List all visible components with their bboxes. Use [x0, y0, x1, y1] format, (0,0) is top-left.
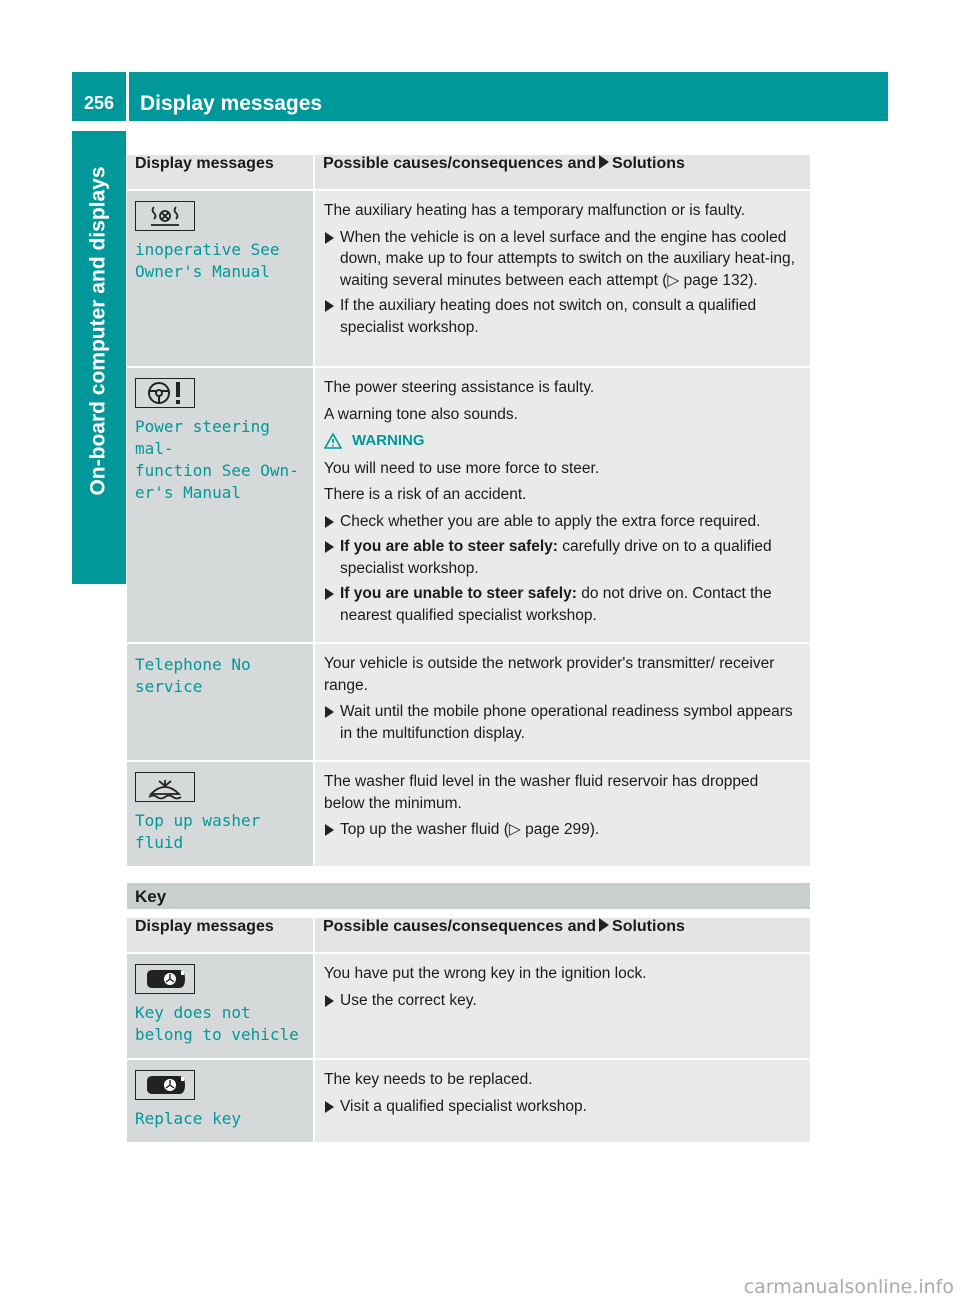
warning-text: There is a risk of an accident. [324, 486, 527, 503]
solution-cell [314, 1059, 810, 1143]
table-row [127, 190, 810, 367]
solution-step: Use the correct key. [324, 990, 802, 1012]
cause-text: A warning tone also sounds. [324, 405, 518, 423]
warning-text: You will need to use more force to steer. [324, 459, 600, 477]
key-messages-table [127, 918, 810, 1144]
key-icon [135, 1070, 195, 1100]
message-cell [127, 643, 314, 761]
section-tab-label: On-board computer and displays [87, 166, 110, 496]
display-message-text: inoperative See Owner's Manual [135, 240, 280, 281]
cause-text: The auxiliary heating has a temporary malfunction or is faulty. [324, 202, 745, 219]
column-header-display-messages: Display messages [127, 918, 314, 953]
key-section-heading [127, 883, 810, 909]
column-header-causes-solutions: Possible causes/consequences and Solutions [314, 918, 810, 953]
cause-text: Your vehicle is outside the network provider's transmitter/ receiver range. [324, 655, 775, 694]
display-message-text: Top up washer fluid [135, 811, 261, 852]
solution-cell [314, 953, 810, 1059]
message-cell [127, 761, 314, 867]
table-row [127, 367, 810, 643]
cause-text: The power steering assistance is faulty. [324, 379, 595, 396]
solution-cell [314, 190, 810, 367]
column-header-causes-solutions: Possible causes/consequences and Solutions [314, 155, 810, 190]
page-title: Display messages [140, 92, 323, 115]
auxiliary-heating-icon [135, 201, 195, 231]
solution-arrow-icon [599, 155, 609, 169]
display-message-text: Replace key [135, 1109, 241, 1128]
washer-fluid-icon [135, 772, 195, 802]
message-cell [127, 953, 314, 1059]
cause-text: You have put the wrong key in the ignition lock. [324, 965, 647, 982]
solution-step: If you are unable to steer safely: do not drive on. Contact the nearest qualified specialist workshop. [324, 583, 802, 626]
page-number: 256 [83, 93, 115, 113]
key-icon [135, 964, 195, 994]
power-steering-warning-icon [135, 378, 195, 408]
table-row [127, 643, 810, 761]
solution-arrow-icon [599, 918, 609, 932]
step-arrow-icon [325, 232, 334, 244]
step-arrow-icon [325, 588, 334, 600]
solution-step: When the vehicle is on a level surface and the engine has cooled down, make up to four attempts to switch on the auxiliary heat-ing, waiting several minutes between each attempt (▷ page 132). [324, 227, 802, 292]
header-divider [126, 72, 129, 121]
step-arrow-icon [325, 1101, 334, 1113]
watermark: carmanualsonline.info [743, 1276, 954, 1298]
section-title: Key [135, 887, 167, 906]
table-row [127, 761, 810, 867]
message-cell [127, 190, 314, 367]
solution-cell [314, 643, 810, 761]
solution-step: If you are able to steer safely: carefully drive on to a qualified specialist workshop. [324, 536, 802, 579]
solution-cell [314, 761, 810, 867]
step-arrow-icon [325, 300, 334, 312]
message-cell [127, 1059, 314, 1143]
message-cell [127, 367, 314, 643]
step-arrow-icon [325, 706, 334, 718]
warning-heading: WARNING [324, 430, 802, 452]
table-row [127, 1059, 810, 1143]
cause-text: The key needs to be replaced. [324, 1071, 533, 1088]
solution-step: Check whether you are able to apply the extra force required. [324, 511, 802, 533]
cause-text: The washer fluid level in the washer fluid reservoir has dropped below the minimum. [324, 773, 759, 812]
step-arrow-icon [325, 541, 334, 553]
table-row [127, 953, 810, 1059]
warning-triangle-icon [324, 433, 342, 449]
display-message-text: Telephone No service [135, 655, 251, 696]
table-header-row [127, 918, 810, 953]
step-arrow-icon [325, 995, 334, 1007]
solution-step: Wait until the mobile phone operational readiness symbol appears in the multifunction display. [324, 701, 802, 744]
column-header-display-messages: Display messages [127, 155, 314, 190]
solution-step: Visit a qualified specialist workshop. [324, 1096, 802, 1118]
table-header-row [127, 155, 810, 190]
step-arrow-icon [325, 516, 334, 528]
display-message-text: Power steering mal‐ function See Own‐ er's Manual [135, 417, 299, 502]
display-message-text: Key does not belong to vehicle [135, 1003, 299, 1044]
step-arrow-icon [325, 824, 334, 836]
display-messages-table [127, 155, 810, 868]
solution-step: Top up the washer fluid (▷ page 299). [324, 819, 802, 841]
page-header [72, 72, 888, 121]
solution-cell [314, 367, 810, 643]
section-tab [72, 131, 126, 584]
solution-step: If the auxiliary heating does not switch on, consult a qualified specialist workshop. [324, 295, 802, 338]
